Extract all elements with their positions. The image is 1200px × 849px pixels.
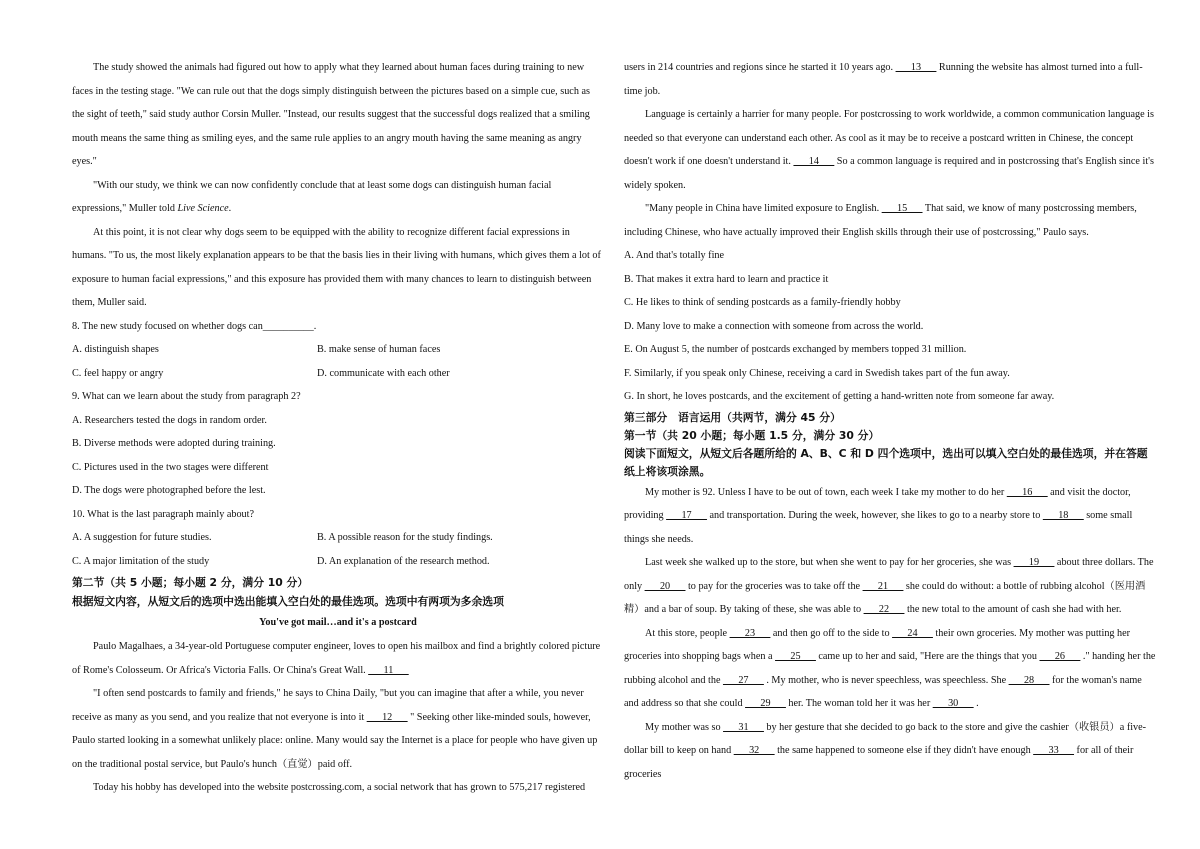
blank-21: ___21___ — [862, 580, 904, 592]
paragraph-text: some small things she needs. — [624, 510, 1133, 545]
paragraph-text: users in 214 countries and regions since he started it 10 years ago. — [624, 62, 896, 73]
cloze-paragraph — [624, 622, 1156, 716]
paragraph-text: . — [228, 203, 232, 214]
option-d: D. Many love to make a connection with someone from across the world. — [624, 320, 924, 332]
blank-23: ___23___ — [729, 627, 771, 639]
blank-24: ___24___ — [892, 627, 933, 639]
paragraph-text: "I often send postcards to family and friends," he says to China Daily, "but you can imagine that after a while, you never receive as many as you send, and you realize that not everyone is into it — [72, 688, 584, 723]
question-8: 8. The new study focused on whether dogs can__________. — [72, 320, 317, 332]
option-c: C. Pictures used in the two stages were different — [72, 461, 269, 473]
option-b: B. make sense of human faces — [317, 344, 441, 355]
paragraph-text: At this store, people — [645, 627, 730, 639]
option-b: B. That makes it extra hard to learn and practice it — [624, 273, 829, 285]
publication-name: Live Science — [177, 203, 229, 214]
blank-25: ___25___ — [775, 651, 816, 662]
paragraph-text: for all of their groceries — [624, 745, 1134, 780]
paragraph-text: came up to her and said, "Here are the things that you — [815, 651, 1040, 662]
blank-30: ___30___ — [932, 698, 974, 709]
blank-16: ___16___ — [1006, 486, 1048, 498]
blank-28: ___28___ — [1008, 674, 1050, 686]
paragraph-text: . — [973, 698, 979, 709]
right-column — [624, 56, 1156, 786]
paragraph-text: the new total to the amount of cash she had with her. — [904, 604, 1122, 615]
option-a: A. distinguish shapes — [72, 344, 159, 355]
passage-paragraph — [624, 56, 1156, 103]
paragraph-text: about three dollars. The only — [624, 557, 1154, 592]
option-d: D. The dogs were photographed before the lest. — [72, 485, 266, 496]
option-d: D. communicate with each other — [317, 367, 450, 379]
cloze-paragraph — [624, 551, 1156, 622]
passage-paragraph — [624, 103, 1156, 197]
passage-paragraph: The study showed the animals had figured out how to apply what they learned about human faces during training to new faces in the testing stage. "We can rule out that the dogs simply distinguish between the pictures based on a simple cue, such as the sight of teeth," said study author Corsin Muller. "Instead, our results suggest that the successful dogs realized that a smiling mouth means the same thing as smiling eyes, and the same rule applies to an angry mouth having the same meaning as angry eyes." — [72, 62, 590, 167]
blank-26: ___26___ — [1039, 651, 1081, 662]
blank-22: ___22___ — [863, 604, 905, 615]
option-d: D. An explanation of the research method. — [317, 555, 490, 567]
blank-20: ___20___ — [644, 580, 686, 592]
question-8-options — [72, 362, 604, 386]
question-10-options — [72, 550, 604, 574]
section-1-instructions: 阅读下面短文，从短文后各题所给的 A、B、C 和 D 四个选项中，选出可以填入空白处的最佳选项，并在答题纸上将该项涂黑。 — [624, 446, 1148, 478]
passage-paragraph: At this point, it is not clear why dogs seem to be equipped with the ability to recognize different facial expressions in humans. "To us, the most likely explanation appears to be that the basis lies in their living with humans, which gives them a lot of exposure to human facial expressions," and this exposure has provided them with many chances to learn to distinguish between them, Muller said. — [72, 226, 601, 308]
cloze-paragraph — [624, 716, 1156, 787]
option-g: G. In short, he loves postcards, and the excitement of getting a hand-written note from someone far away. — [624, 391, 1055, 402]
paragraph-text: for the woman's name and address so that she could — [624, 674, 1142, 709]
paragraph-text: ." handing her the rubbing alcohol and the — [624, 651, 1156, 686]
question-9: 9. What can we learn about the study from paragraph 2? — [72, 391, 301, 402]
paragraph-text: their own groceries. My mother was putting her groceries into shopping bags when a — [624, 627, 1131, 662]
paragraph-text: My mother is 92. Unless I have to be out of town, each week I take my mother to do her — [645, 486, 1007, 498]
paragraph-text: and transportation. During the week, however, she likes to go to a nearby store to — [706, 510, 1043, 521]
cloze-paragraph — [624, 481, 1156, 552]
paragraph-text: "With our study, we think we can now confidently conclude that at least some dogs can distinguish human facial expressions," Muller told — [72, 179, 552, 214]
passage-paragraph: Today his hobby has developed into the website postcrossing.com, a social network that has grown to 575,217 registered — [93, 782, 586, 793]
paragraph-text: " Seeking other like-minded souls, however, Paulo started looking in a somewhat unlikely place: online. Many would say the Internet is a place for people who have given up on the traditional postal service, but Paulo's hunch（直觉）paid off. — [72, 711, 598, 770]
blank-13: ___13___ — [895, 62, 937, 73]
paragraph-text: "Many people in China have limited exposure to English. — [645, 203, 882, 214]
paragraph-text: That said, we know of many postcrossing members, including Chinese, who have actually improved their English skills through their use of postcrossing," Paulo says. — [624, 203, 1137, 238]
option-a: A. A suggestion for future studies. — [72, 532, 212, 543]
section-2-instructions: 根据短文内容，从短文后的选项中选出能填入空白处的最佳选项。选项中有两项为多余选项 — [72, 595, 504, 608]
blank-27: ___27___ — [723, 674, 764, 686]
paragraph-text: Last week she walked up to the store, but when she went to pay for her groceries, she was — [645, 557, 1014, 568]
passage-paragraph — [72, 682, 604, 776]
blank-11: ___11___ — [368, 664, 409, 676]
paragraph-text: Language is certainly a harrier for many people. For postcrossing to work worldwide, a common communication language is needed so that everyone can understand each other. As cool as it may be to receive a postcard written in Chinese, the concept doesn't work if one doesn't understand it. — [624, 109, 1154, 167]
blank-32: ___32___ — [733, 745, 775, 756]
option-f: F. Similarly, if you speak only Chinese, receiving a card in Swedish takes part of the fun away. — [624, 367, 1010, 379]
part-3-heading: 第三部分 语言运用（共两节，满分 45 分） — [624, 410, 841, 424]
question-10: 10. What is the last paragraph mainly about? — [72, 508, 255, 520]
option-c: C. feel happy or angry — [72, 367, 164, 379]
passage-paragraph — [72, 174, 604, 221]
blank-29: ___29___ — [745, 698, 786, 709]
paragraph-text: the same happened to someone else if they didn't have enough — [774, 745, 1034, 756]
paragraph-text: Paulo Magalhaes, a 34-year-old Portuguese computer engineer, loves to open his mailbox and find a brightly colored picture of Rome's Colosseum. Or Africa's Victoria Falls. Or China's Great Wall. — [72, 641, 601, 676]
blank-19: ___19___ — [1013, 557, 1055, 568]
section-1-heading: 第一节（共 20 小题；每小题 1.5 分，满分 30 分） — [624, 428, 880, 442]
option-e: E. On August 5, the number of postcards exchanged by members topped 31 million. — [624, 344, 967, 355]
passage-paragraph — [624, 197, 1156, 244]
paragraph-text: . My mother, who is never speechless, was speechless. She — [763, 674, 1009, 686]
blank-14: ___14___ — [793, 156, 835, 167]
option-b: B. Diverse methods were adopted during training. — [72, 438, 276, 449]
option-c: C. He likes to think of sending postcards as a family-friendly hobby — [624, 297, 901, 308]
paragraph-text: by her gesture that she decided to go back to the store and give the cashier（收银员）a five-dollar bill to keep on hand — [624, 721, 1147, 756]
paragraph-text: to pay for the groceries was to take off the — [685, 580, 863, 592]
blank-15: ___15___ — [881, 203, 923, 214]
blank-18: ___18___ — [1042, 510, 1084, 521]
paragraph-text: Running the website has almost turned into a full-time job. — [624, 62, 1143, 97]
paragraph-text: and visit the doctor, providing — [624, 486, 1131, 521]
option-a: A. And that's totally fine — [624, 250, 725, 261]
paragraph-text: her. The woman told her it was her — [785, 698, 933, 709]
question-8-options — [72, 338, 604, 362]
section-2-heading: 第二节（共 5 小题；每小题 2 分，满分 10 分） — [72, 576, 309, 589]
paragraph-text: My mother was so — [645, 721, 724, 733]
blank-33: ___33___ — [1033, 745, 1074, 756]
passage-title: You've got mail…and it's a postcard — [259, 617, 417, 628]
option-c: C. A major limitation of the study — [72, 555, 210, 567]
option-a: A. Researchers tested the dogs in random order. — [72, 414, 267, 426]
left-column — [72, 56, 604, 800]
paragraph-text: she could do without: a bottle of rubbing alcohol（医用酒精）and a bar of soup. By taking of these, she was able to — [624, 580, 1146, 615]
passage-paragraph — [72, 635, 604, 682]
paragraph-text: and then go off to the side to — [770, 627, 893, 639]
option-b: B. A possible reason for the study findings. — [317, 532, 493, 543]
blank-17: ___17___ — [666, 510, 707, 521]
paragraph-text: So a common language is required and in postcrossing that's English since it's widely spoken. — [624, 156, 1154, 191]
blank-12: ___12___ — [366, 711, 408, 723]
question-10-options — [72, 526, 604, 550]
blank-31: ___31___ — [723, 721, 764, 733]
